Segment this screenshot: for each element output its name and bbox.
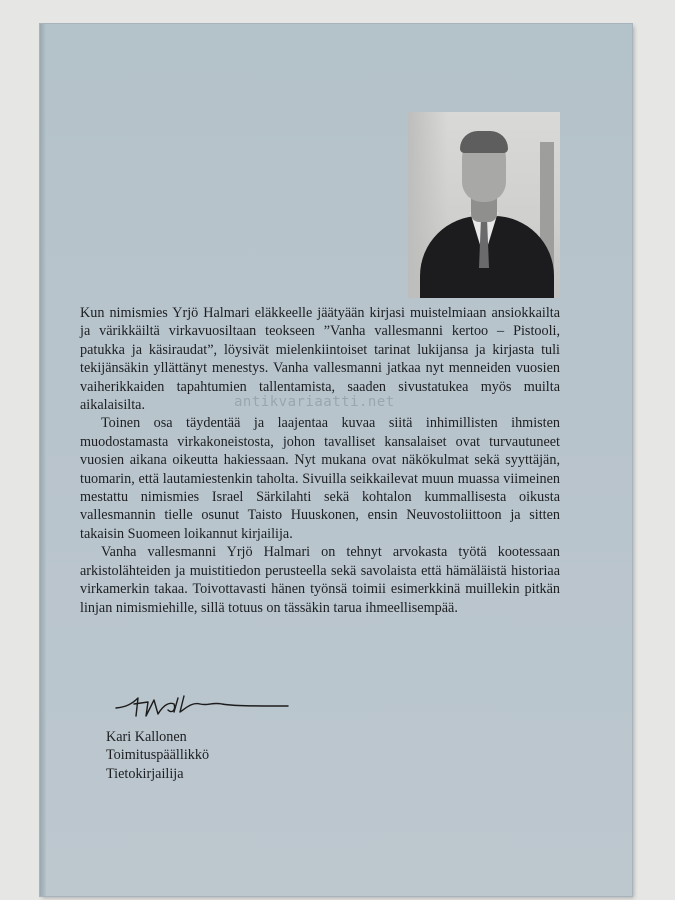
signer-block [106, 728, 209, 783]
watermark: antikvariaatti.net [234, 394, 395, 410]
author-photo [408, 112, 560, 298]
handwritten-signature [112, 686, 292, 726]
blurb-paragraph-1: Kun nimismies Yrjö Halmari eläkkeelle jäätyään kirjasi muistelmiaan ansiokkailta ja värikkäiltä virkavuosiltaan teokseen ”Vanha vallesmanni kertoo – Pistooli, patukka ja käsiraudat”, löysivät mielenkiintoiset tarinat lukijansa ja kirjasta tuli tekijänsäkin yllättänyt menestys. Vanha vallesmanni jatkaa nyt menneiden vuosien vaiherikkaiden tapahtumien tallentamista, saaden sivustatukea myös muilta aikalaisilta. [80, 305, 560, 414]
blurb-text [80, 304, 560, 617]
hair [460, 131, 508, 153]
signer-name: Kari Kallonen [106, 729, 187, 745]
blurb-paragraph-3: Vanha vallesmanni Yrjö Halmari on tehnyt arvokasta työtä kootessaan arkistolähteiden ja muistitiedon perusteella sekä savolaista että hämäläistä historiaa virkamerkin takaa. Toivottavasti hänen työnsä toimii esimerkkinä muillekin pitkän linjan nimismiehille, sillä totuus on tässäkin tarua ihmeellisempää. [80, 544, 560, 616]
blurb-paragraph-2: Toinen osa täydentää ja laajentaa kuvaa siitä inhimillisten ihmisten muodostamasta virkakoneistosta, johon tavalliset kansalaiset ovat turvautuneet vuosien aikana oikeutta hakiessaan. Nyt mukana ovat näkökulmat sekä syyttäjän, tuomarin, että lautamiestenkin taholta. Sivuilla seikkailevat muun muassa viimeinen mestattu nimismies Israel Särkilahti sekä kohtalon kummallisesta oikusta vallesmannin tielle osunut Taisto Huuskonen, ensin Neuvostoliittoon ja sitten takaisin Suomeen loikannut kirjailija. [80, 415, 560, 542]
signer-title: Toimituspäällikkö [106, 747, 210, 764]
cover-edge [40, 24, 46, 896]
signer-role: Tietokirjailija [106, 765, 184, 782]
